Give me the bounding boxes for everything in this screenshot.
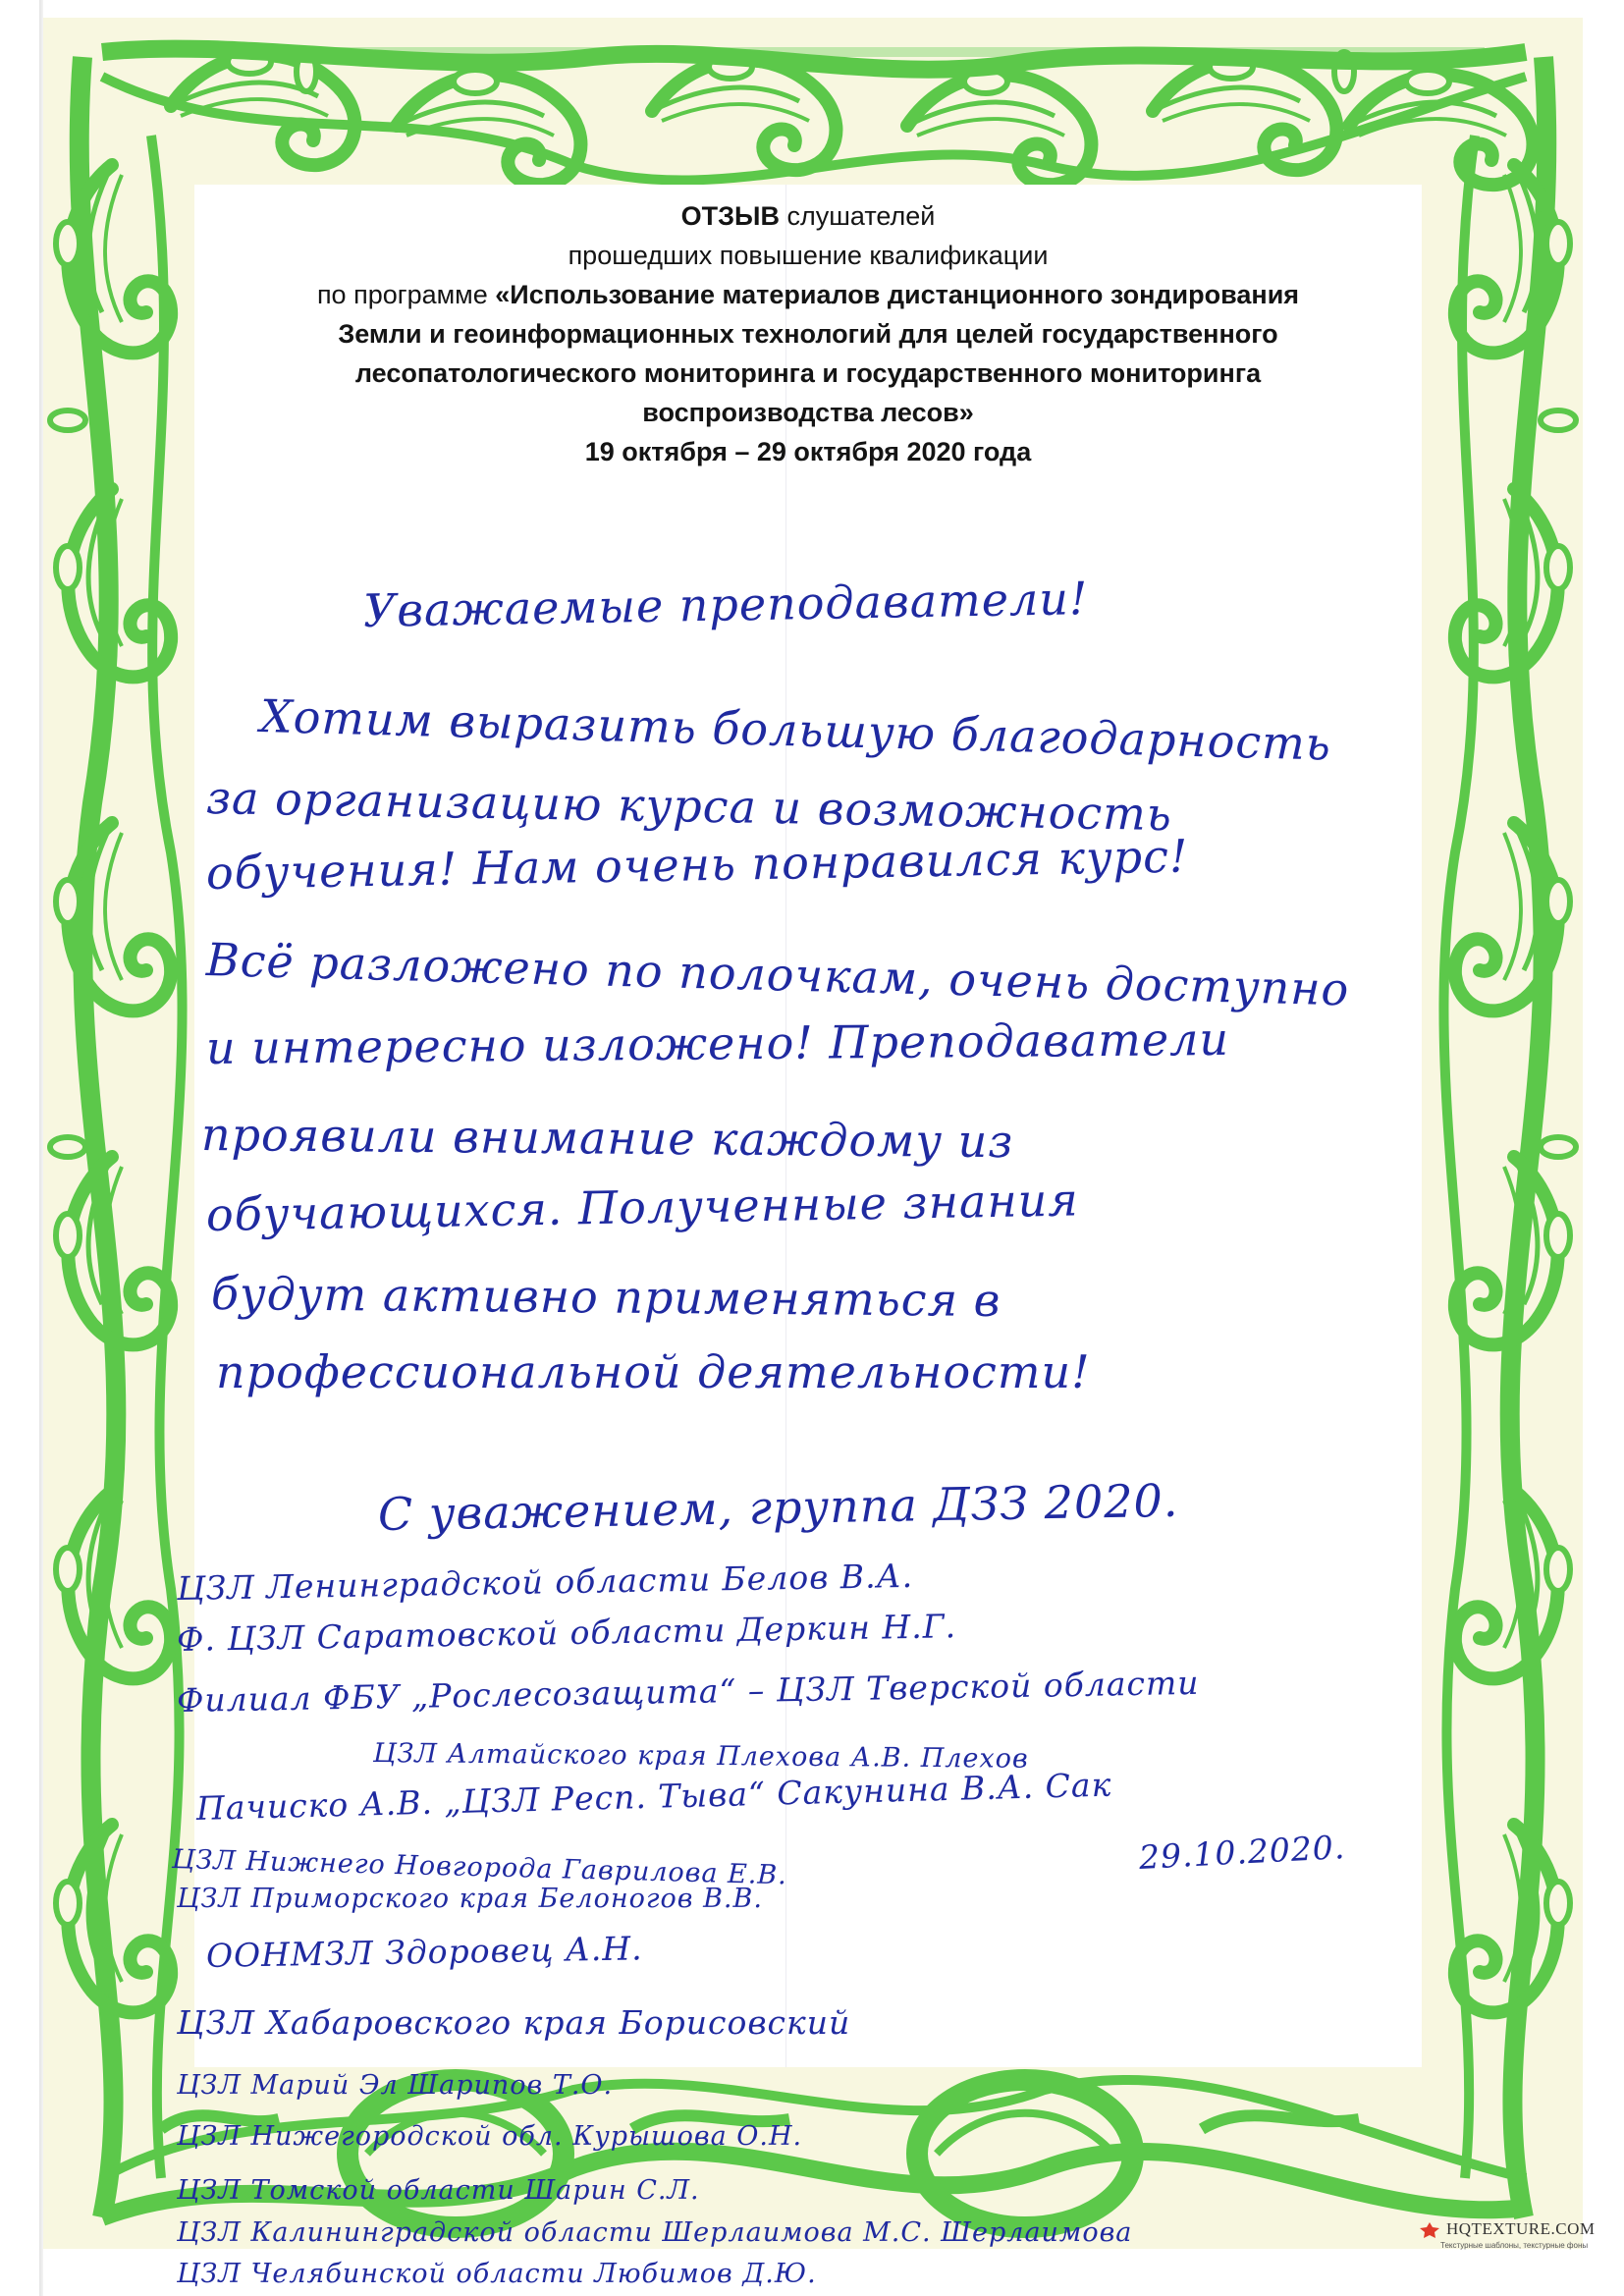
header-program-line: по программе «Использование материалов дистанционного зондирования [316,280,1300,309]
watermark-subtitle: Текстурные шаблоны, текстурные фоны [1440,2241,1589,2250]
signature-line: ЦЗЛ Калининградской области Шерлаимова М.С. Шерлаимова [177,2217,1133,2248]
left-border [50,57,183,2217]
header-program-line: Земли и геоинформационных технологий для целей государственного [338,319,1278,349]
letter-body-line: обучения! Нам очень понравился курс! [205,829,1189,900]
signature-line: ЦЗЛ Марий Эл Шарипов Т.О. [177,2070,614,2101]
letter-body-line: проявили внимание каждому из [200,1108,1014,1169]
signature-line: ЦЗЛ Нижегородской обл. Курышова О.Н. [177,2121,803,2152]
signature-line: ЦЗЛ Приморского края Белоногов В.В. [177,1884,763,1914]
letter-body-line: Хотим выразить большую благодарность [259,689,1332,771]
signature-line: ЦЗЛ Нижнего Новгорода Гаврилова Е.В. [171,1844,788,1891]
letter-body-line: Всё разложено по полочкам, очень доступно [205,933,1350,1016]
header-subtitle: прошедших повышение квалификации [568,241,1049,270]
signature-line: ЦЗЛ Ленинградской области Белов В.А. [176,1556,914,1608]
signature-line: ЦЗЛ Томской области Шарин С.Л. [177,2175,700,2206]
header-program-line: воспроизводства лесов» [642,398,974,427]
signature-line: ЦЗЛ Челябинской области Любимов Д.Ю. [177,2259,817,2289]
signature-line: ЦЗЛ Хабаровского края Борисовский [177,2003,851,2042]
signature-line: ЦЗЛ Алтайского края Плехова А.В. Плехов [372,1738,1029,1775]
letter-body-line: профессиональной деятельности! [216,1345,1091,1398]
right-border [1443,57,1576,2217]
header-title-line: ОТЗЫВ слушателей [680,201,936,231]
letter-body-line: за организацию курса и возможность [205,771,1173,842]
header-dates: 19 октября – 29 октября 2020 года [584,437,1032,466]
signature-line: Пачиско А.В. „ЦЗЛ Респ. Тыва“ Сакунина В.А. Сак [195,1765,1112,1828]
top-border [102,47,1533,185]
document-header [194,196,1422,471]
letter-body-line: обучающихся. Полученные знания [205,1173,1080,1241]
header-title: ОТЗЫВ [680,201,780,231]
signature-date: 29.10.2020. [1137,1828,1347,1877]
watermark-brand: HQTEXTURE.COM [1446,2219,1596,2238]
letter-body-line: будут активно применяться в [210,1267,1001,1328]
leaf-logo-icon [1419,2221,1440,2239]
letter-closing: С уважением, группа ДЗЗ 2020. [377,1473,1179,1541]
letter-greeting: Уважаемые преподаватели! [362,572,1089,637]
signature-line: Филиал ФБУ „Рослесозащита“ – ЦЗЛ Тверской области [176,1663,1200,1720]
hqtexture-watermark [1419,2217,1615,2255]
header-program-line: лесопатологического мониторинга и государственного мониторинга [354,358,1262,388]
letter-body-line: и интересно изложено! Преподаватели [205,1011,1230,1074]
signature-line: ООНМЗЛ Здоровец А.Н. [205,1929,643,1975]
signature-line: Ф. ЦЗЛ Саратовской области Деркин Н.Г. [176,1607,957,1659]
